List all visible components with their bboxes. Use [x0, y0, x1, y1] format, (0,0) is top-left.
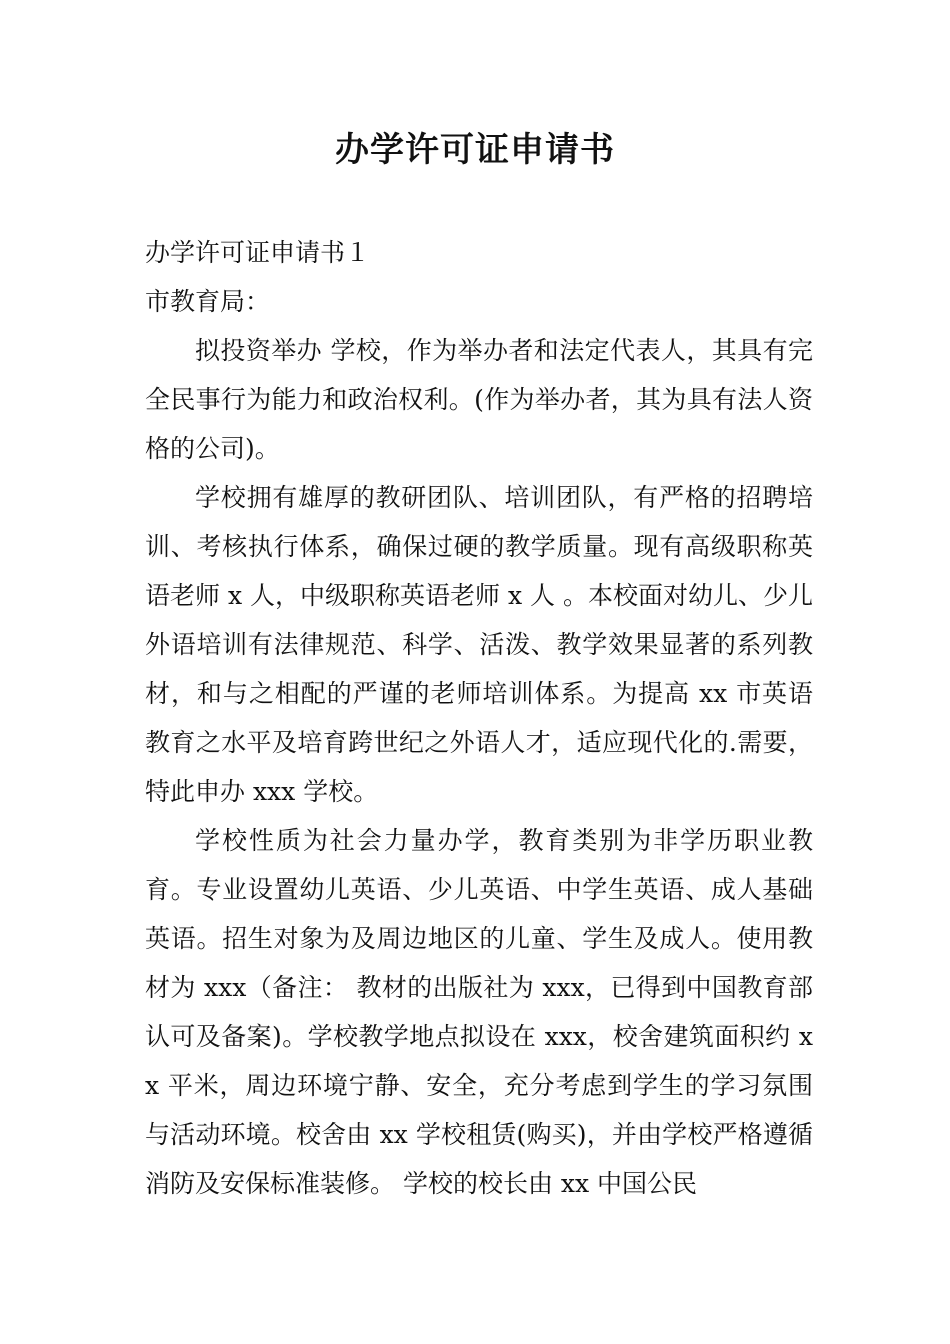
- document-subtitle: 办学许可证申请书１: [145, 238, 371, 267]
- paragraph-school-details: 学校性质为社会力量办学，教育类别为非学历职业教育。专业设置幼儿英语、少儿英语、中学生英语、成人基础英语。招生对象为及周边地区的儿童、学生及成人。使用教材为 xxx（备注： 教材的出版社为 xxx，已得到中国教育部认可及备案)。学校教学地点拟设在 xxx，校舍建筑面积约 xx 平米，周边环境宁静、安全，充分考虑到学生的学习氛围与活动环境。校舍由 xx 学校租赁(购买)，并由学校严格遵循消防及安保标准装修。 学校的校长由 xx 中国公民: [145, 826, 813, 1198]
- salutation: 市教育局：: [145, 287, 271, 316]
- paragraph-investor: 拟投资举办 学校，作为举办者和法定代表人，其具有完全民事行为能力和政治权利。(作为举办者，其为具有法人资格的公司)。: [145, 336, 813, 463]
- document-title: 办学许可证申请书: [335, 130, 615, 170]
- document-body: [145, 228, 813, 1208]
- paragraph-teaching-team: 学校拥有雄厚的教研团队、培训团队，有严格的招聘培训、考核执行体系，确保过硬的教学质量。现有高级职称英语老师 x 人，中级职称英语老师 x 人 。本校面对幼儿、少儿外语培训有法律规范、科学、活泼、教学效果显著的系列教材，和与之相配的严谨的老师培训体系。为提高 xx 市英语教育之水平及培育跨世纪之外语人才，适应现代化的.需要，特此申办 xxx 学校。: [145, 483, 813, 806]
